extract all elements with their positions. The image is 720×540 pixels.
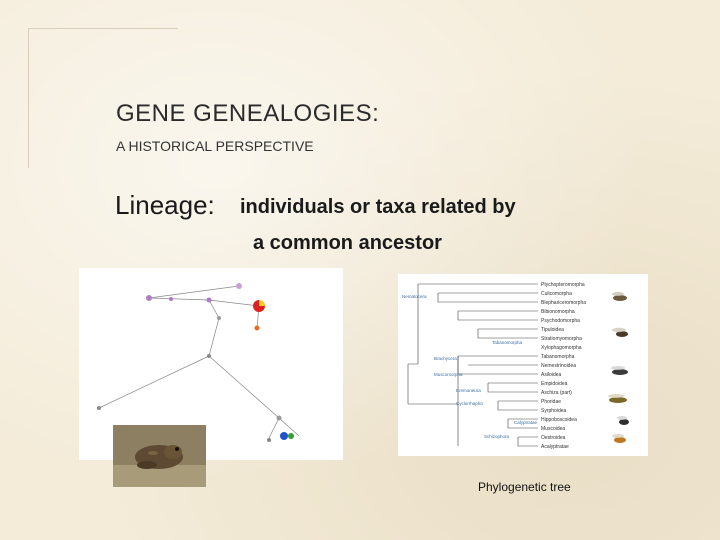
tree-tip-label: Culicomorpha: [541, 291, 572, 297]
clade-label-nematocera: Nematocera: [402, 294, 427, 299]
clade-label-brachycera: Brachycera: [434, 356, 457, 361]
tree-tip-label: Ptychopteromorpha: [541, 282, 585, 288]
tree-caption: Phylogenetic tree: [478, 480, 571, 494]
slide-subtitle: A HISTORICAL PERSPECTIVE: [116, 138, 314, 154]
tree-tip-label: Oestroidea: [541, 435, 566, 441]
tree-tip-label: Empidoidea: [541, 381, 568, 387]
tree-tip-label: Aschiza (part): [541, 390, 572, 396]
tree-tip-label: Tipuloidea: [541, 327, 564, 333]
lineage-definition-line-2: a common ancestor: [253, 232, 442, 254]
corner-line-top: [28, 28, 178, 29]
phylogenetic-tree-image: [398, 274, 648, 456]
clade-label-calyptratae: Calyptratae: [514, 420, 538, 425]
tree-tip-label: Acalyptratae: [541, 444, 569, 450]
tree-tip-label: Phoridae: [541, 399, 562, 405]
tree-tip-label: Asiloidea: [541, 372, 562, 378]
tree-tip-label: Muscoidea: [541, 426, 566, 432]
tree-tip-label: Stratiomyomorpha: [541, 336, 582, 342]
tree-tip-label: Blephariceromorpha: [541, 300, 587, 306]
lineage-definition-line-1: individuals or taxa related by: [240, 196, 516, 218]
clade-label-cyclorrhapha: Cyclorrhapha: [456, 401, 483, 406]
frog-image: [113, 425, 206, 487]
clade-label-eremoneura: Eremoneura: [456, 388, 481, 393]
lineage-term: Lineage:: [115, 190, 215, 220]
phylogenetic-tree-graphic: [398, 274, 648, 456]
clade-label-tabanomorpha: Tabanomorpha: [492, 340, 523, 345]
frog-photo: [113, 425, 206, 487]
tree-tip-label: Bibionomorpha: [541, 309, 575, 315]
tree-tip-label: Nemestrinoidea: [541, 363, 577, 369]
tree-tip-label: Syrphoidea: [541, 408, 567, 414]
tree-tip-label: Xylophagomorpha: [541, 345, 582, 351]
tree-tip-label: Tabanomorpha: [541, 354, 575, 360]
corner-line-left: [28, 28, 29, 168]
clade-label-muscomorpha: Muscomorpha: [434, 372, 463, 377]
tree-tip-label: Psychodomorpha: [541, 318, 580, 324]
slide-title: GENE GENEALOGIES:: [116, 100, 380, 127]
fly-illustrations: [608, 292, 629, 443]
tree-tip-label: Hippoboscoidea: [541, 417, 577, 423]
clade-label-schizophora: Schizophora: [484, 434, 510, 439]
